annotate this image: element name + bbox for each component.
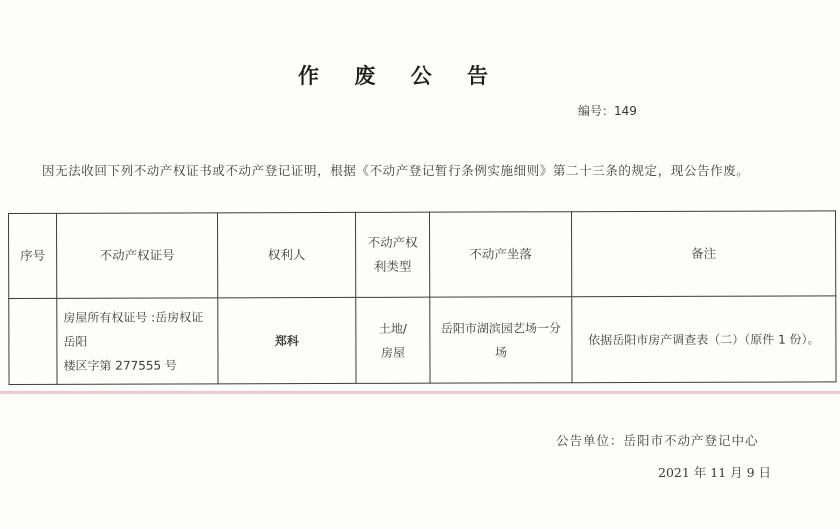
cell-right-type-line1: 土地/ [378,321,407,336]
issuer-line: 公告单位：岳阳市不动产登记中心 [556,433,759,448]
table-row [9,296,836,385]
document-number: 编号：149 [578,104,637,118]
header-remarks: 备注 [571,211,835,297]
cell-location: 岳阳市湖滨园艺场一分场 [430,297,572,383]
cell-right-type [356,297,430,383]
cell-remarks: 依据岳阳市房产调查表（二）（原件 1 份）。 [572,296,836,383]
header-right-type [355,212,429,297]
cell-cert-no [57,298,218,385]
cell-cert-no-line2: 楼区字第 277555 号 [63,357,177,373]
header-right-type-line2: 利类型 [373,258,412,274]
table-header-row [9,211,836,299]
header-seq: 序号 [9,213,57,298]
cell-right-type-line2: 房屋 [380,345,405,360]
record-table-wrapper [8,210,837,385]
record-table [8,210,837,385]
header-holder: 权利人 [218,212,356,297]
header-right-type-line1: 不动产权 [367,234,418,250]
cell-holder: 郑科 [218,297,356,383]
header-location: 不动产坐落 [429,212,571,297]
intro-paragraph: 因无法收回下列不动产权证书或不动产登记证明，根据《不动产登记暂行条例实施细则》第二十三条的规定，现公告作废。 [42,163,750,178]
issue-date: 2021 年 11 月 9 日 [658,465,772,480]
cell-cert-no-line1: 房屋所有权证号 :岳房权证岳阳 [63,309,204,349]
header-cert-no: 不动产权证号 [57,213,218,299]
cell-seq [9,298,57,384]
document-title: 作 废 公 告 [298,63,502,88]
divider-line [0,391,840,394]
